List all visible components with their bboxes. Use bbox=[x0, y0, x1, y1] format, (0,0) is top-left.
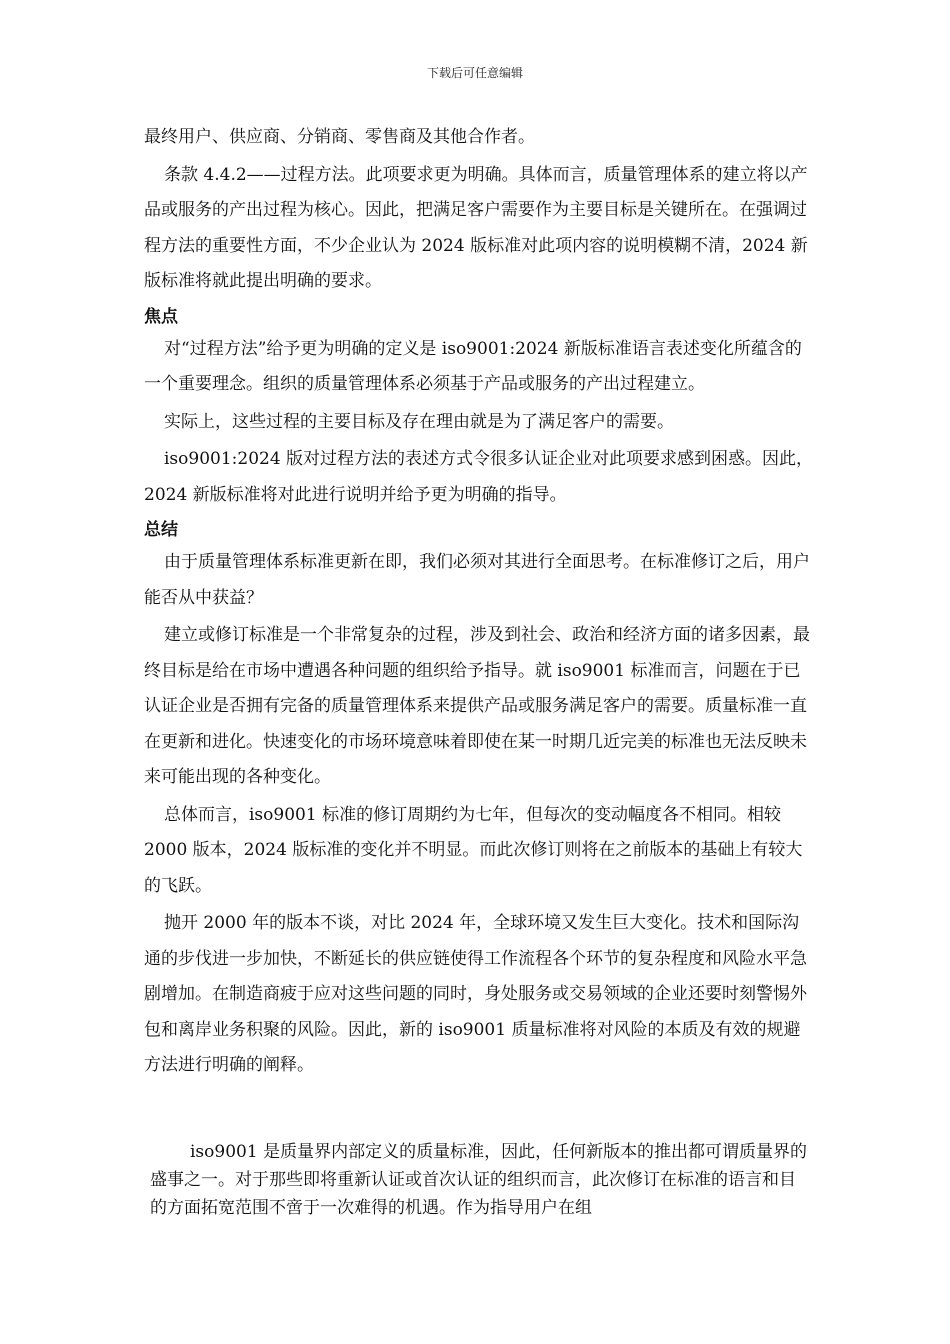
closing-paragraph-block bbox=[150, 1138, 810, 1222]
paragraph: 总体而言，iso9001 标准的修订周期约为七年，但每次的变动幅度各不相同。相较 2000 版本，2024 版标准的变化并不明显。而此次修订则将在之前版本的基础上有较大的飞跃。 bbox=[144, 804, 803, 896]
section-heading: 总结 bbox=[144, 520, 178, 540]
paragraph: 对“过程方法”给予更为明确的定义是 iso9001:2024 新版标准语言表述变化所蕴含的一个重要理念。组织的质量管理体系必须基于产品或服务的产出过程建立。 bbox=[144, 338, 802, 394]
section-heading: 焦点 bbox=[144, 306, 178, 327]
paragraph: 条款 4.4.2——过程方法。此项要求更为明确。具体而言，质量管理体系的建立将以产品或服务的产出过程为核心。因此，把满足客户需要作为主要目标是关键所在。在强调过程方法的重要性方面，不少企业认为 2024 版标准对此项内容的说明模糊不清，2024 新版标准将就此提出明确的要求。 bbox=[144, 164, 808, 291]
paragraph: 抛开 2000 年的版本不谈，对比 2024 年，全球环境又发生巨大变化。技术和国际沟通的步伐进一步加快，不断延长的供应链使得工作流程各个环节的复杂程度和风险水平急剧增加。在制造商疲于应对这些问题的同时，身处服务或交易领域的企业还要时刻警惕外包和离岸业务积聚的风险。因此，新的 iso9001 质量标准将对风险的本质及有效的规避方法进行明确的阐释。 bbox=[144, 913, 807, 1075]
paragraph: iso9001:2024 版对过程方法的表述方式令很多认证企业对此项要求感到困惑。因此，2024 新版标准将对此进行说明并给予更为明确的指导。 bbox=[144, 449, 814, 505]
paragraph: iso9001 是质量界内部定义的质量标准，因此，任何新版本的推出都可谓质量界的盛事之一。对于那些即将重新认证或首次认证的组织而言，此次修订在标准的语言和目的方面拓宽范围不啻于一次难得的机遇。作为指导用户在组 bbox=[150, 1142, 808, 1218]
paragraph: 最终用户、供应商、分销商、零售商及其他合作者。 bbox=[144, 127, 535, 147]
document-body bbox=[144, 120, 814, 1086]
paragraph: 实际上，这些过程的主要目标及存在理由就是为了满足客户的需要。 bbox=[164, 411, 674, 432]
paragraph: 由于质量管理体系标准更新在即，我们必须对其进行全面思考。在标准修订之后，用户能否从中获益？ bbox=[144, 552, 810, 608]
paragraph: 建立或修订标准是一个非常复杂的过程，涉及到社会、政治和经济方面的诸多因素，最终目标是给在市场中遭遇各种问题的组织给予指导。就 iso9001 标准而言，问题在于已认证企业是否拥有完备的质量管理体系来提供产品或服务满足客户的需要。质量标准一直在更新和进化。快速变化的市场环境意味着即使在某一时期几近完美的标准也无法反映未来可能出现的各种变化。 bbox=[144, 625, 810, 787]
page-header: 下载后可任意编辑 bbox=[426, 66, 523, 80]
